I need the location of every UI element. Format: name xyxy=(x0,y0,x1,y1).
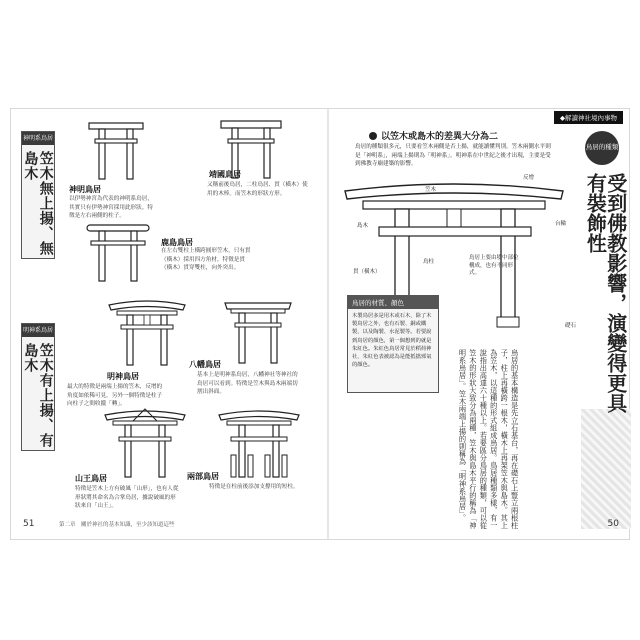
infobox-body: 木製鳥居多是用木或石木，除了木製鳥居之外，也有石製、銅或鐵製，以及陶製、水泥製等。若要說到鳥居的顏色，第一個想到的就是朱紅色。朱紅色鳥居常見於稻荷神社，朱紅色表被認為是能抵擋邪氣的顏色。 xyxy=(352,313,432,369)
nuki-label: 貫（橫木） xyxy=(353,269,381,275)
section-topbar: ◆解讀神社境內事物 xyxy=(554,111,623,124)
ryobu-torii-label: 兩部鳥居 xyxy=(187,472,219,481)
kasagi-label: 笠木 xyxy=(425,187,437,193)
big-vertical-title: 受到佛教影響，演變得更具有裝飾性 xyxy=(583,173,628,413)
ryobu-torii-desc: 特徵是在柱前後添加支撐用的短柱。 xyxy=(209,484,299,490)
yasukuni-torii-desc: 又稱前後鳥居，二柱鳥居、貫（橫木）使用的木棒。而笠木的形狀方形。 xyxy=(207,182,308,197)
daiwa-label: 台輪 xyxy=(555,221,567,227)
body-vertical-text: 鳥居的基本構造是先立石基台，再在礎石上豎立兩根柱子，柱上再橫跨一根木，橫木上再架笠木與島木。其上為笠木，以這種的形式組成鳥居。鳥居種類多樣，有一說指出高達六十種以上。若要區分鳥居的種類，可以從笠木的形狀大致分為兩種，笠木與島木平行的稱為「神明系鳥居」。笠木兩端上揚的則稱為「明神系鳥居」。 xyxy=(458,349,520,529)
myojin-torii-label: 明神鳥居 xyxy=(107,372,139,381)
sanno-torii-label: 山王鳥居 xyxy=(75,474,107,483)
kashima-torii-label: 鹿島鳥居 xyxy=(161,238,193,247)
sorimashi-label: 反增 xyxy=(523,175,535,181)
sanno-torii-desc: 特徵是笠木上方有破風「山形」，也有人從形狀將其命名為合掌鳥居，據說破風的形狀來自「山王」。 xyxy=(75,486,179,510)
sanno-torii-illustration xyxy=(103,405,187,479)
shimaki-label: 島木 xyxy=(357,223,369,229)
hashira-label: 鳥柱 xyxy=(423,259,435,265)
shinmei-tab xyxy=(21,131,55,259)
bullet-icon xyxy=(369,132,377,140)
torii-types-badge: 鳥居的種類 xyxy=(585,131,619,165)
myojin-tab-body: 笠木有上揚、有島木 xyxy=(22,343,54,449)
kashima-torii-desc: 在左右雙柱上橫跨圓形笠木，只有貫（橫木）採用四方角材，特徵是貫（橫木）貫穿雙柱，向外突出。 xyxy=(161,248,251,272)
myojin-torii-illustration xyxy=(107,295,187,367)
right-page-number: 50 xyxy=(607,519,619,529)
book-spread xyxy=(10,108,630,540)
shinmei-tab-head: 神明系鳥居 xyxy=(22,132,54,145)
myojin-torii-desc: 最大的特徵是兩端上揚的笠木，反增的角度如依稀可見。另外一個特徵是柱子向柱子之間收攏「轉」。 xyxy=(67,384,163,408)
chapter-heading-block xyxy=(583,131,628,431)
intro-paragraph: 鳥居的種類很多元，只要看笠木兩側是否上揚，就能讀懂判別。笠木兩側水平則是「神明系」，兩端上揚則為「明神系」。明神系在中世紀之後才出現，主要是受到佛教寺廟建築的影響。 xyxy=(355,144,551,168)
diagram-note: 鳥居上要由墳中部位構成，也有不同形式。 xyxy=(469,255,519,277)
section-title-text: 以笠木或島木的差異大分為二 xyxy=(381,132,499,142)
shinmei-torii-label: 神明鳥居 xyxy=(69,185,101,194)
material-color-infobox xyxy=(347,295,439,393)
yasukuni-torii-label: 靖國鳥居 xyxy=(209,170,241,179)
kashima-torii-illustration xyxy=(83,221,153,283)
myojin-tab xyxy=(21,323,55,451)
right-page xyxy=(329,109,631,539)
left-page xyxy=(11,109,329,539)
section-title xyxy=(369,129,498,142)
myojin-tab-head: 明神系鳥居 xyxy=(22,324,54,337)
left-page-footer: 第二章 關於神社的基本知識，至少該知道這些 xyxy=(59,522,175,528)
hachiman-torii-desc: 基本上是明神系鳥居，八幡神社等神社的鳥居可以看到。特徵是笠木與島木兩端切割出斜面。 xyxy=(197,372,298,396)
hachiman-torii-label: 八幡鳥居 xyxy=(189,360,221,369)
shinmei-tab-body: 笠木無上揚、無島木 xyxy=(22,151,54,257)
hachiman-torii-illustration xyxy=(223,295,293,367)
infobox-title: 鳥居的材質、顏色 xyxy=(348,296,438,309)
left-page-number: 51 xyxy=(23,519,35,529)
ishi-label: 礎石 xyxy=(565,323,577,329)
shinmei-torii-desc: 以伊勢神宮為代表的神明系鳥居，其實只有伊勢神宮採用此形狀。特徵是左右兩側的柱子。 xyxy=(69,196,153,220)
shinmei-torii-illustration xyxy=(85,117,147,181)
ryobu-torii-illustration xyxy=(217,405,301,481)
